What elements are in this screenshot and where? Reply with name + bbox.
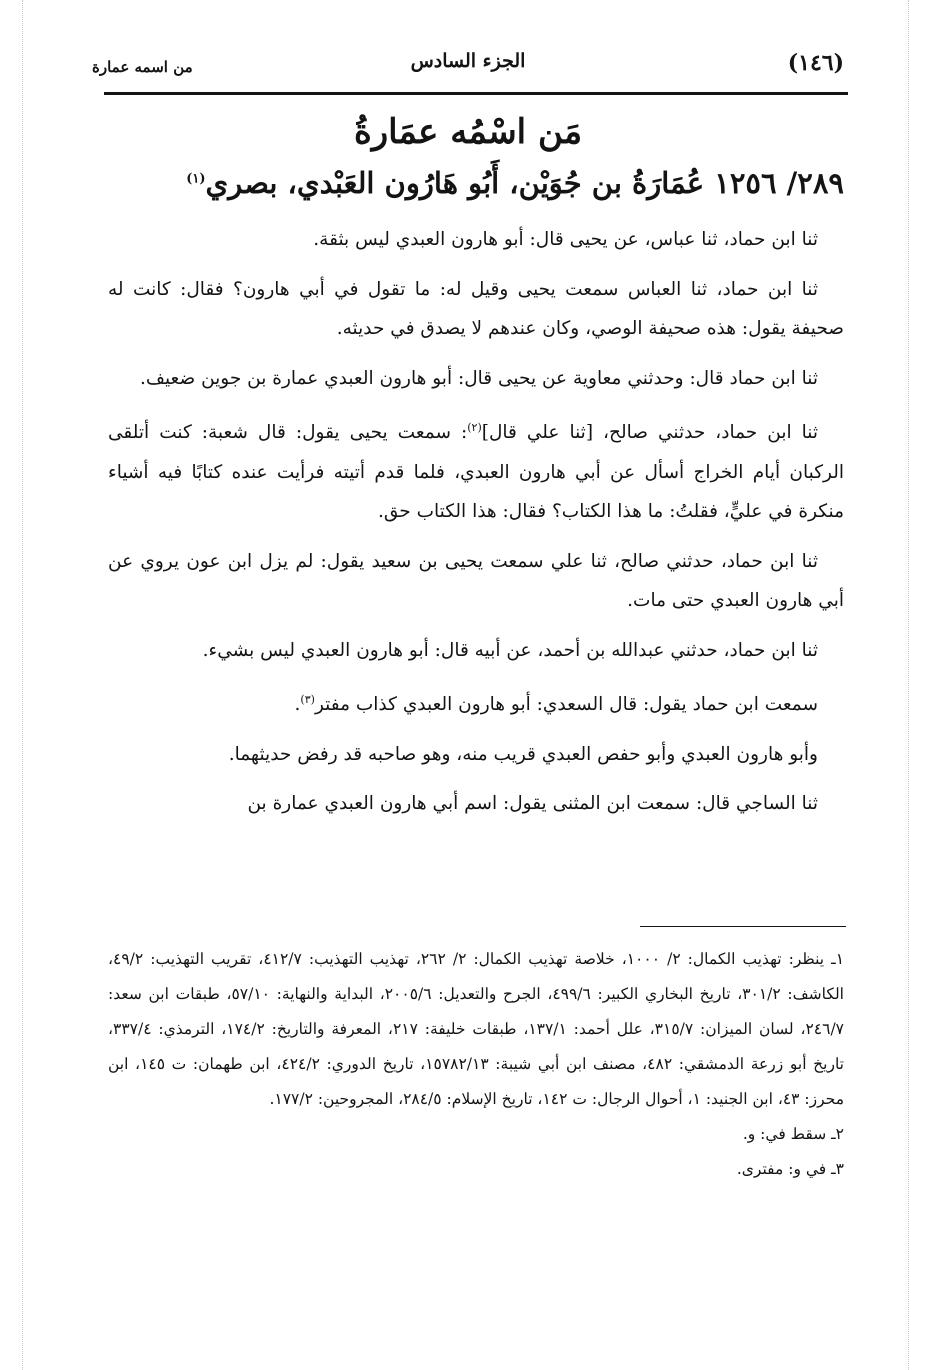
paragraph-head: ثنا ابن حماد، حدثني صالح، [ثنا علي قال]	[481, 422, 818, 444]
paragraph: وأبو هارون العبدي وأبو حفص العبدي قريب منه، وهو صاحبه قد رفض حديثهما.	[228, 743, 818, 765]
paragraph: ثنا الساجي قال: سمعت ابن المثنى يقول: اسم أبي هارون العبدي عمارة بن	[247, 793, 818, 815]
footnote-2: ٢ـ سقط في: و.	[742, 1125, 844, 1143]
scan-edge-right	[908, 0, 910, 1370]
paragraph-head: سمعت ابن حماد يقول: قال السعدي: أبو هارون العبدي كذاب مفتر	[314, 694, 818, 716]
page-header	[92, 44, 844, 90]
entry-title-text: ٢٨٩/ ١٢٥٦ عُمَارَةُ بن جُوَيْن، أَبُو هَارُون العَبْدي، بصري	[205, 166, 844, 200]
entry-title	[92, 166, 844, 200]
paragraph: ثنا ابن حماد، حدثني صالح، ثنا علي سمعت يحيى بن سعيد يقول: لم يزل ابن عون يروي عن أبي هارون العبدي حتى مات.	[108, 550, 844, 612]
section-title: مَن اسْمُه عمَارةُ	[353, 112, 583, 152]
paragraph-tail: : سمعت يحيى يقول: قال شعبة: كنت أتلقى الركبان أيام الخراج أسأل عن أبي هارون العبدي، فلما قدم أتيته فرأيت عنده كتابًا فيه أشياء منكرة في عليٍّ، فقلتُ: ما هذا الكتاب؟ فقال: هذا الكتاب حق.	[108, 422, 844, 523]
volume-part: الجزء السادس	[410, 50, 526, 72]
running-head: من اسمه عمارة	[92, 58, 193, 76]
paragraph	[108, 408, 844, 532]
paragraph: ثنا ابن حماد قال: وحدثني معاوية عن يحيى قال: أبو هارون العبدي عمارة بن جوين ضعيف.	[139, 367, 818, 389]
paragraph: ثنا ابن حماد، ثنا عباس، عن يحيى قال: أبو هارون العبدي ليس بثقة.	[313, 229, 818, 250]
footnote-1: ١ـ ينظر: تهذيب الكمال: ٢/ ١٠٠٠، خلاصة تهذيب الكمال: ٢/ ٢٦٢، تهذيب التهذيب: ٤١٢/٧، تقريب التهذيب: ٤٩/٢، الكاشف: ٣٠١/٢، تاريخ البخاري الكبير: ٤٩٩/٦، الجرح والتعديل: ٢٠٠٥/٦، البداية والنهاية: ٥٧/١٠، طبقات ابن سعد: ٢٤٦/٧، لسان الميزان: ٣١٥/٧، علل أحمد: ١٣٧/١، طبقات خليفة: ٢١٧، المعرفة والتاريخ: ١٧٤/٢، الترمذي: ٣٣٧/٤، تاريخ أبو زرعة الدمشقي: ٤٨٢، مصنف ابن أبي شيبة: ١٥٧٨٢/١٣، تاريخ الدوري: ٤٢٤/٢، ابن طهمان: ت ١٤٥، ابن محرز: ٤٣، ابن الجنيد: ١، أحوال الرجال: ت ١٤٢، تاريخ الإسلام: ٢٨٤/٥، المجروحين: ١٧٧/٢.	[108, 950, 845, 1108]
scan-edge-left	[22, 0, 24, 1370]
footnote-3: ٣ـ في و: مفترى.	[736, 1160, 844, 1178]
footnote-ref-3: (٣)	[300, 693, 315, 707]
paragraph	[108, 680, 844, 725]
page-number: (١٤٦)	[787, 50, 844, 76]
paragraph: ثنا ابن حماد، ثنا العباس سمعت يحيى وقيل له: ما تقول في أبي هارون؟ فقال: كانت له صحيفة يقول: هذه صحيفة الوصي، وكان عندهم لا يصدق في حديثه.	[108, 278, 844, 339]
footnote-rule	[640, 926, 846, 927]
paragraph: ثنا ابن حماد، حدثني عبدالله بن أحمد، عن أبيه قال: أبو هارون العبدي ليس بشيء.	[202, 639, 818, 661]
paragraph-tail: .	[294, 694, 301, 716]
footnote-ref-1: (١)	[186, 171, 206, 187]
main-text	[108, 220, 844, 834]
header-rule	[104, 92, 848, 95]
footnote-ref-2: (٢)	[467, 421, 482, 434]
footnotes	[108, 942, 844, 1187]
